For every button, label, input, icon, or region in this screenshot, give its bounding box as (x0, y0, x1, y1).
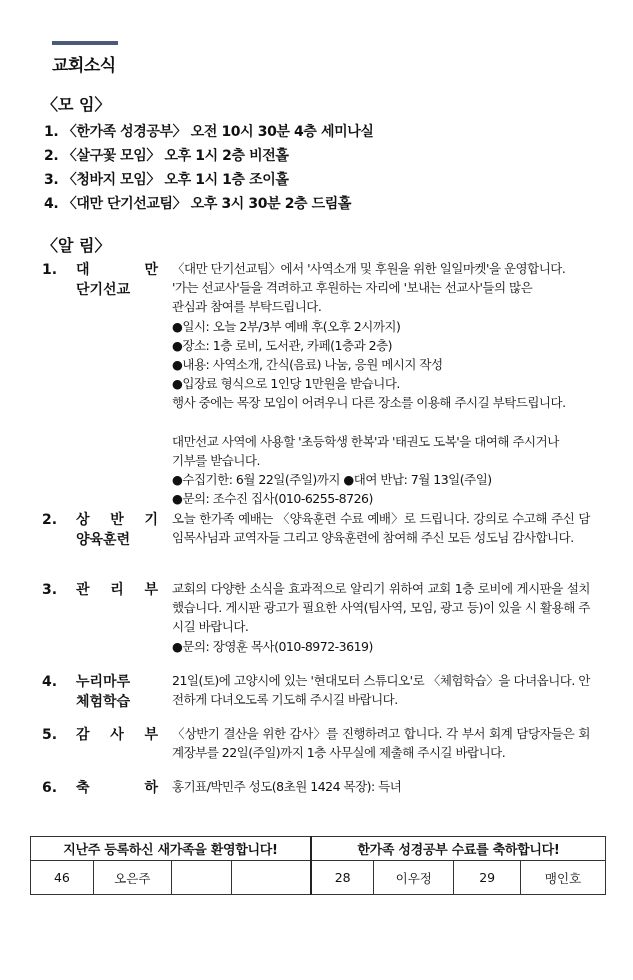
meeting-item: 3. 〈청바지 모임〉 오후 1시 1층 조이홀 (44, 172, 289, 188)
congrats-cell: 29 (454, 861, 521, 895)
notice-line: 관심과 참여를 부탁드립니다. (172, 299, 322, 315)
notice-line: ●문의: 조수진 집사(010-6255-8726) (172, 491, 373, 507)
department-line: 양육훈련 (76, 532, 131, 548)
notice-number: 6. (42, 780, 58, 796)
notice-number: 3. (42, 582, 58, 598)
notice-line: ●장소: 1층 로비, 도서관, 카페(1층과 2층) (172, 337, 393, 353)
department-line: 대 만 (76, 262, 158, 278)
notice-line: 대만선교 사역에 사용할 '초등학생 한복'과 '태권도 도복'을 대여해 주시거나 (172, 433, 559, 449)
notice-body (172, 724, 590, 762)
notices-heading: 〈알 림〉 (42, 236, 111, 255)
notice-body (172, 671, 590, 709)
welcome-header: 지난주 등록하신 새가족을 환영합니다! (31, 837, 311, 861)
notice-line: ●수집기한: 6월 22일(주일)까지 ●대여 반납: 7월 13일(주일) (172, 472, 492, 488)
notice-department (76, 672, 158, 712)
footer-table (30, 836, 606, 895)
congrats-cell: 맹인호 (521, 861, 606, 895)
notice-number: 1. (42, 262, 58, 278)
notice-line: ●내용: 사역소개, 간식(음료) 나눔, 응원 메시지 작성 (172, 357, 443, 373)
notice-body (172, 509, 590, 547)
meeting-item: 1. 〈한가족 성경공부〉 오전 10시 30분 4층 세미나실 (44, 124, 374, 140)
notice-line: ●일시: 오늘 2부/3부 예배 후(오후 2시까지) (172, 318, 401, 334)
meetings-heading: 〈모 임〉 (42, 95, 111, 114)
notice-department (76, 725, 158, 745)
notice-body (172, 579, 590, 656)
meeting-item: 2. 〈살구꽃 모임〉 오후 1시 2층 비전홀 (44, 148, 289, 164)
notice-line: ●입장료 형식으로 1인당 1만원을 받습니다. (172, 376, 400, 392)
notice-body (172, 259, 590, 508)
notice-text: 〈상반기 결산을 위한 감사〉를 진행하려고 합니다. 각 부서 회계 담당자들은 회계장부를 22일(주일)까지 1층 사무실에 제출해 주시길 바랍니다. (172, 726, 590, 761)
notice-text: 오늘 한가족 예배는 〈양육훈련 수료 예배〉로 드립니다. 강의로 수고해 주신 담임목사님과 교역자들 그리고 양육훈련에 참여해 주신 모든 성도님 감사합니다. (172, 511, 590, 546)
department-line: 상 반 기 (76, 512, 158, 528)
notice-department (76, 778, 158, 798)
congrats-cell: 28 (311, 861, 374, 895)
department-line: 축 하 (76, 780, 158, 796)
meeting-item: 4. 〈대만 단기선교팀〉 오후 3시 30분 2층 드림홀 (44, 196, 352, 212)
notice-body (172, 777, 590, 796)
notice-number: 5. (42, 727, 58, 743)
department-line: 감 사 부 (76, 727, 158, 743)
notice-department (76, 580, 158, 600)
welcome-cell: 오은주 (93, 861, 171, 895)
footer-data-row (31, 861, 606, 895)
notice-line: ●문의: 장영훈 목사(010-8972-3619) (172, 638, 373, 654)
department-line: 체험학습 (76, 694, 131, 710)
congrats-cell: 이우정 (374, 861, 454, 895)
department-line: 누리마루 (76, 674, 131, 690)
notice-line: 기부를 받습니다. (172, 452, 260, 468)
notice-line: 〈대만 단기선교팀〉에서 '사역소개 및 후원을 위한 일일마켓'을 운영합니다. (172, 261, 566, 276)
welcome-cell (171, 861, 231, 895)
notice-text: 교회의 다양한 소식을 효과적으로 알리기 위하여 교회 1층 로비에 게시판을 설치했습니다. 게시판 광고가 필요한 사역(팀사역, 모임, 광고 등)이 있을 시 활용해 주시길 바랍니다. (172, 581, 590, 635)
notice-department (76, 260, 158, 300)
department-line: 관 리 부 (76, 582, 158, 598)
congrats-header: 한가족 성경공부 수료를 축하합니다! (311, 837, 606, 861)
page-title: 교회소식 (52, 56, 116, 76)
notice-line: '가는 선교사'들을 격려하고 후원하는 자리에 '보내는 선교사'들의 많은 (172, 280, 533, 296)
title-accent-bar (52, 41, 118, 45)
notice-department (76, 510, 158, 550)
notice-number: 2. (42, 512, 58, 528)
notice-line: 행사 중에는 목장 모임이 어려우니 다른 장소를 이용해 주시길 부탁드립니다. (172, 395, 566, 411)
footer-header-row (31, 837, 606, 861)
welcome-cell: 46 (31, 861, 94, 895)
department-line: 단기선교 (76, 282, 131, 298)
welcome-cell (231, 861, 311, 895)
notice-text: 홍기표/박민주 성도(8초원 1424 목장): 득녀 (172, 779, 402, 794)
notice-text: 21일(토)에 고양시에 있는 '현대모터 스튜디오'로 〈체험학습〉을 다녀옵니다. 안전하게 다녀오도록 기도해 주시길 바랍니다. (172, 673, 590, 708)
notice-number: 4. (42, 674, 58, 690)
